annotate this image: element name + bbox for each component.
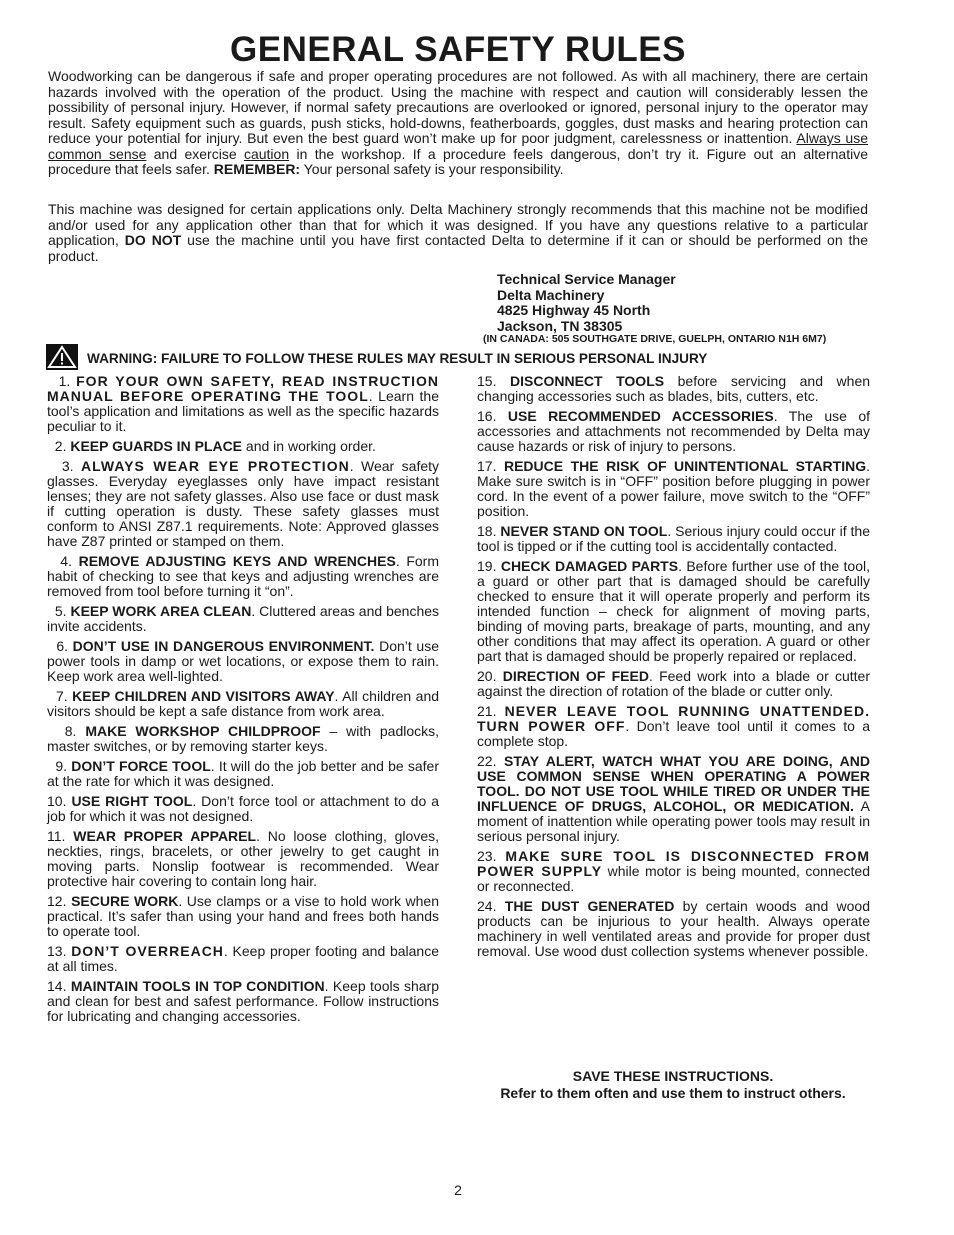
rule-item: 17. REDUCE THE RISK OF UNINTENTIONAL STARTING. Make sure switch is in “OFF” position before plugging in power cord. In the event of a power failure, move switch to the “OFF” position. — [477, 458, 870, 519]
intro-paragraph-1: Woodworking can be dangerous if safe and proper operating procedures are not followed. As with all machinery, there are certain hazards involved with the operation of the product. Using the machine with respect and caution will considerably lessen the possibility of personal injury. However, if normal safety precautions are overlooked or ignored, personal injury to the operator may result. Safety equipment such as guards, push sticks, hold-downs, featherboards, goggles, dust masks and hearing protection can reduce your potential for injury. But even the best guard won’t make up for poor judgment, carelessness or inattention. Always use common sense and exercise caution in the workshop. If a procedure feels dangerous, don’t try it. Figure out an alternative procedure that feels safer. REMEMBER: Your personal safety is your responsibility. — [48, 68, 868, 177]
rule-item: 1. FOR YOUR OWN SAFETY, READ INSTRUCTION MANUAL BEFORE OPERATING THE TOOL. Learn the tool’s application and limitations as well as the specific hazards peculiar to it. — [47, 373, 440, 434]
rule-item: 9. DON’T FORCE TOOL. It will do the job better and be safer at the rate for which it was designed. — [47, 758, 440, 789]
canada-address: (IN CANADA: 505 SOUTHGATE DRIVE, GUELPH, ONTARIO N1H 6M7) — [483, 333, 827, 345]
address-line: 4825 Highway 45 North — [497, 302, 651, 318]
refer-line: Refer to them often and use them to instruct others. — [500, 1085, 846, 1101]
service-address — [497, 272, 676, 334]
do-not-label: DO NOT — [124, 232, 182, 248]
rule-item: 15. DISCONNECT TOOLS before servicing and when changing accessories such as blades, bits, cutters, etc. — [477, 373, 871, 404]
warning-triangle-icon — [46, 344, 78, 370]
rules-column-right — [477, 374, 870, 964]
intro-paragraph-2: This machine was designed for certain applications only. Delta Machinery strongly recommends that this machine not be modified and/or used for any application other than that for which it was designed. If you have any questions relative to a particular application, DO NOT use the machine until you have first contacted Delta to determine if it can or should be performed on the product. — [48, 201, 868, 264]
rule-item: 22. STAY ALERT, WATCH WHAT YOU ARE DOING, AND USE COMMON SENSE WHEN OPERATING A POWER TOOL. DO NOT USE TOOL WHILE TIRED OR UNDER THE INFLUENCE OF DRUGS, ALCOHOL, OR MEDICATION. A moment of inattention while operating power tools may result in serious personal injury. — [477, 753, 870, 844]
rule-item: 10. USE RIGHT TOOL. Don’t force tool or attachment to do a job for which it was not designed. — [47, 793, 440, 824]
rule-item: 4. REMOVE ADJUSTING KEYS AND WRENCHES. Form habit of checking to see that keys and adjusting wrenches are removed from tool before turning it “on”. — [47, 553, 439, 599]
page-number: 2 — [454, 1182, 462, 1198]
rule-item: 13. DON’T OVERREACH. Keep proper footing and balance at all times. — [47, 943, 439, 974]
rule-item: 5. KEEP WORK AREA CLEAN. Cluttered areas and benches invite accidents. — [47, 603, 440, 634]
rule-item: 24. THE DUST GENERATED by certain woods and wood products can be injurious to your health. Always operate machinery in well ventilated areas and provide for proper dust removal. Use wood dust collection systems whenever possible. — [477, 898, 871, 959]
rules-column-left — [47, 374, 439, 1029]
address-line: Delta Machinery — [497, 286, 605, 303]
rule-item: 14. MAINTAIN TOOLS IN TOP CONDITION. Keep tools sharp and clean for best and safest performance. Follow instructions for lubricating and changing accessories. — [47, 978, 439, 1024]
rule-item: 19. CHECK DAMAGED PARTS. Before further use of the tool, a guard or other part that is damaged should be carefully checked to ensure that it will operate properly and perform its intended function – check for alignment of moving parts, binding of moving parts, breakage of parts, mounting, and any other conditions that may affect its operation. A guard or other part that is damaged should be properly repaired or replaced. — [477, 558, 870, 664]
page-title: GENERAL SAFETY RULES — [230, 30, 686, 69]
warning-banner — [46, 343, 870, 369]
rule-item: 8. MAKE WORKSHOP CHILDPROOF – with padlocks, master switches, or by removing starter keys. — [47, 723, 440, 754]
remember-label: REMEMBER: — [213, 161, 301, 177]
save-instructions — [476, 1068, 870, 1102]
rule-item: 23. MAKE SURE TOOL IS DISCONNECTED FROM POWER SUPPLY while motor is being mounted, connected or reconnected. — [477, 848, 871, 894]
rule-item: 11. WEAR PROPER APPAREL. No loose clothing, gloves, neckties, rings, bracelets, or other jewelry to get caught in moving parts. Nonslip footwear is recommended. Wear protective hair covering to contain long hair. — [47, 828, 439, 889]
caution-underline: caution — [243, 145, 290, 162]
rule-item: 21. NEVER LEAVE TOOL RUNNING UNATTENDED. TURN POWER OFF. Don’t leave tool until it comes to a complete stop. — [477, 703, 871, 749]
rule-item: 3. ALWAYS WEAR EYE PROTECTION. Wear safety glasses. Everyday eyeglasses only have impact resistant lenses; they are not safety glasses. Also use face or dust mask if cutting operation is dusty. These safety glasses must conform to ANSI Z87.1 requirements. Note: Approved glasses have Z87 printed or stamped on them. — [47, 458, 440, 549]
rule-item: 18. NEVER STAND ON TOOL. Serious injury could occur if the tool is tipped or if the cutting tool is accidentally contacted. — [477, 523, 871, 554]
rule-item: 2. KEEP GUARDS IN PLACE and in working order. — [54, 438, 376, 454]
warning-text: WARNING: FAILURE TO FOLLOW THESE RULES MAY RESULT IN SERIOUS PERSONAL INJURY — [87, 351, 708, 366]
save-line: SAVE THESE INSTRUCTIONS. — [572, 1068, 774, 1084]
rule-item: 16. USE RECOMMENDED ACCESSORIES. The use of accessories and attachments not recommended by Delta may cause hazards or risk of injury to persons. — [477, 408, 870, 454]
rule-item: 20. DIRECTION OF FEED. Feed work into a blade or cutter against the direction of rotation of the blade or cutter only. — [477, 668, 870, 699]
address-line: Technical Service Manager — [497, 271, 676, 287]
common-sense-underline: Always use common sense — [48, 130, 868, 162]
address-line: Jackson, TN 38305 — [497, 317, 623, 334]
rule-item: 7. KEEP CHILDREN AND VISITORS AWAY. All children and visitors should be kept a safe distance from work area. — [47, 688, 440, 719]
rule-item: 12. SECURE WORK. Use clamps or a vise to hold work when practical. It’s safer than using your hand and frees both hands to operate tool. — [47, 893, 440, 939]
rule-item: 6. DON’T USE IN DANGEROUS ENVIRONMENT. Don’t use power tools in damp or wet locations, or expose them to rain. Keep work area well-lighted. — [47, 638, 439, 684]
